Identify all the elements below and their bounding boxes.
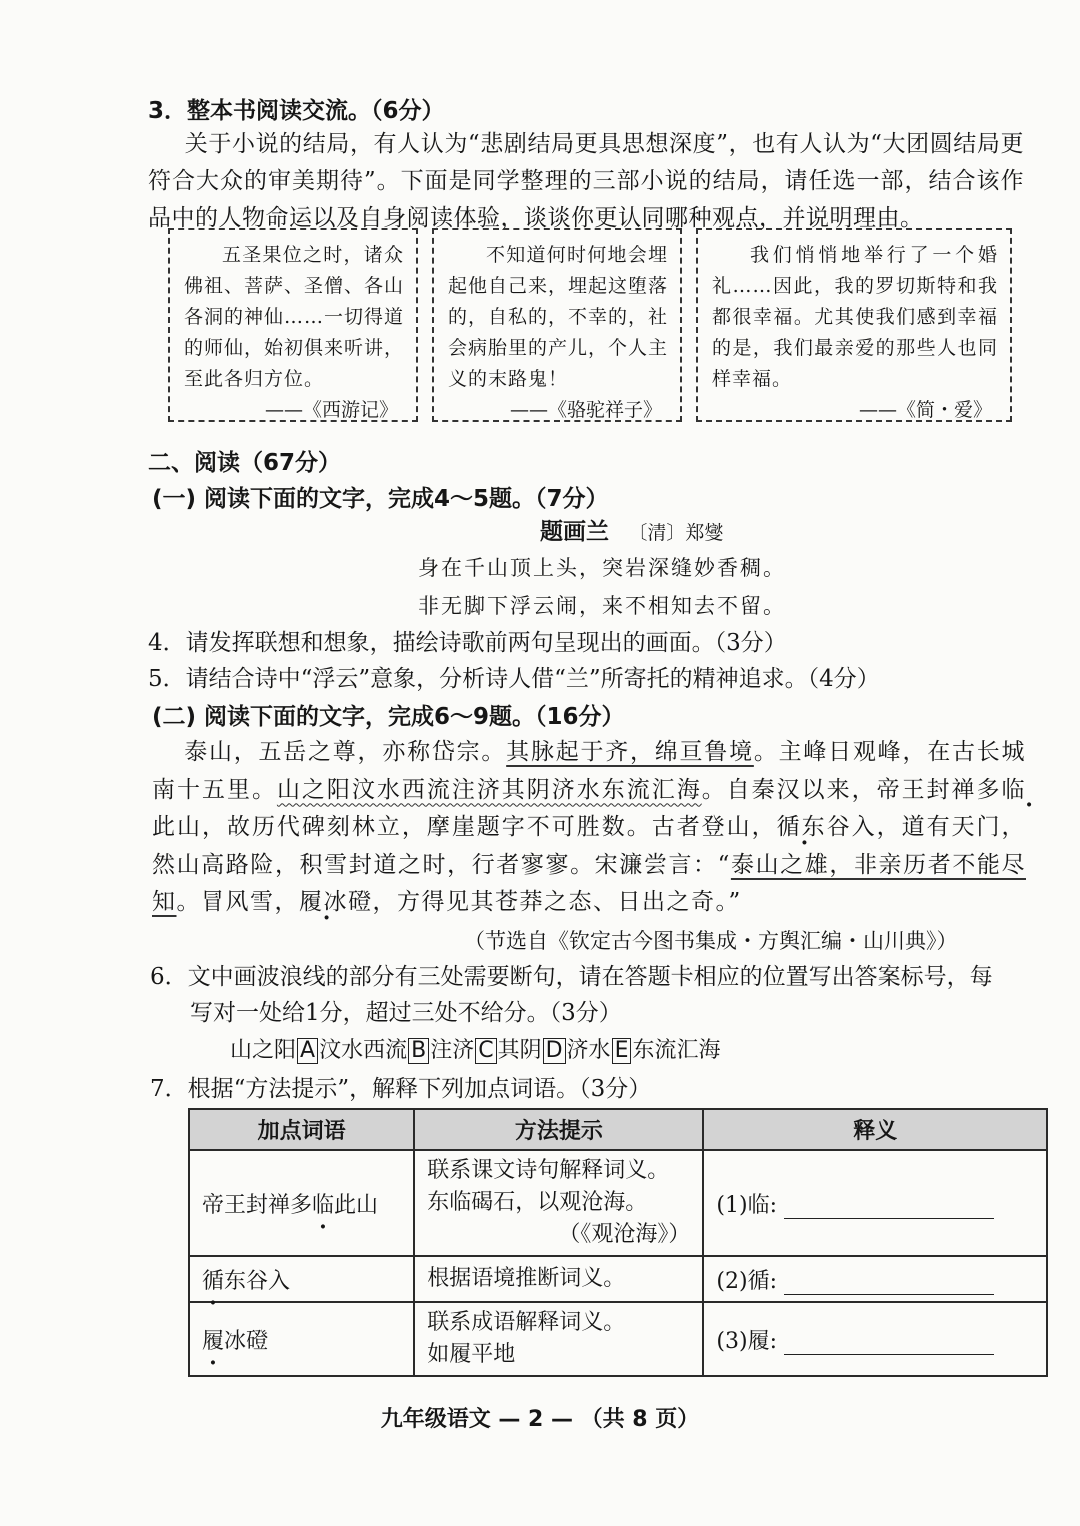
passage-text: 冰磴，方得见其苍莽之态、日出之奇。” xyxy=(323,889,742,915)
ending-quotes xyxy=(168,228,1014,430)
quote-source: ——《骆驼祥子》 xyxy=(509,399,662,421)
quote-box-xiyouji xyxy=(168,228,418,422)
passage-text: 此山，故历代碑刻林立，摩崖题字不可胜数。古者登山， xyxy=(152,814,777,840)
table-row xyxy=(189,1302,1047,1376)
poem-line-2: 非无脚下浮云闹，来不相知去不留。 xyxy=(418,594,786,618)
passage-source: （节选自《钦定古今图书集成・方舆汇编・山川典》） xyxy=(464,929,958,953)
hint-cell: 根据语境推断词义。 xyxy=(414,1256,703,1302)
q6-line-2: 写对一处给1分，超过三处不给分。（3分） xyxy=(190,1000,622,1026)
break-mark-d: D xyxy=(543,1038,566,1064)
seq-text: 济水 xyxy=(566,1038,611,1063)
word-cell: 循东谷入 xyxy=(189,1256,414,1302)
table-header: 释义 xyxy=(703,1109,1047,1150)
seq-text: 东流汇海 xyxy=(632,1038,721,1063)
q5: 5．请结合诗中“浮云”意象，分析诗人借“兰”所寄托的精神追求。（4分） xyxy=(148,666,880,692)
passage-text: 。主峰日观峰，在古长城南十五里。 xyxy=(152,739,1027,803)
answer-blank[interactable] xyxy=(784,1332,994,1355)
answer-cell: (1)临: xyxy=(703,1150,1047,1256)
quote-source: ——《简・爱》 xyxy=(858,399,992,421)
taishan-passage xyxy=(152,734,1026,922)
poem-heading xyxy=(540,517,723,548)
q4: 4．请发挥联想和想象，描绘诗歌前两句呈现出的画面。（3分） xyxy=(148,630,787,656)
answer-blank[interactable] xyxy=(784,1196,994,1219)
quote-text: 五圣果位之时，诸众佛祖、菩萨、圣僧、各山各洞的神仙……一切得道的师仙，始初俱来听讲，至此各归方位。 xyxy=(184,244,405,390)
q6-sequence xyxy=(230,1036,720,1066)
seq-text: 其阴 xyxy=(497,1038,542,1063)
table-header: 方法提示 xyxy=(414,1109,703,1150)
answer-cell: (2)循: xyxy=(703,1256,1047,1302)
underlined-phrase: 其脉起于齐，绵亘鲁境 xyxy=(506,739,754,765)
seq-text: 注济 xyxy=(430,1038,475,1063)
dotted-word: 临 xyxy=(1001,776,1027,803)
break-mark-c: C xyxy=(475,1038,496,1064)
dotted-word: 循 xyxy=(202,1268,225,1294)
quote-box-jianai xyxy=(696,228,1012,422)
table-header-row xyxy=(189,1109,1047,1150)
passage-text: 东谷入，道有天门，然山高路险，积雪封道之时，行者寥寥。宋濂尝言：“ xyxy=(152,814,1027,878)
underlined-phrase: 泰山之雄，非亲历者不能尽知 xyxy=(152,851,1026,915)
dotted-word: 履 xyxy=(202,1328,225,1354)
break-mark-e: E xyxy=(612,1038,632,1064)
wavy-underlined-phrase: 山之阳汶水西流注济其阴济水东流汇海 xyxy=(276,776,702,803)
passage-text: 。冒风雪， xyxy=(176,889,299,915)
seq-text: 汶水西流 xyxy=(319,1038,408,1063)
q7-title: 7．根据“方法提示”，解释下列加点词语。（3分） xyxy=(150,1076,652,1102)
page-footer: 九年级语文 — 2 — （共 8 页） xyxy=(380,1407,700,1432)
seq-text: 山之阳 xyxy=(230,1038,297,1063)
passage-text: 泰山，五岳之尊，亦称岱宗。 xyxy=(184,739,507,765)
break-mark-b: B xyxy=(408,1038,429,1064)
section-title: 二、阅读（67分） xyxy=(148,450,342,476)
part2-title: (二) 阅读下面的文字，完成6～9题。（16分） xyxy=(152,704,625,730)
q3-body: 关于小说的结局，有人认为“悲剧结局更具思想深度”，也有人认为“大团圆结局更符合大众的审美期待”。下面是同学整理的三部小说的结局，请任选一部，结合该作品中的人物命运以及自身阅读体验，谈谈你更认同哪种观点，并说明理由。 xyxy=(148,131,1024,231)
answer-cell: (3)履: xyxy=(703,1302,1047,1376)
hint-cell: 联系成语解释词义。 如履平地 xyxy=(414,1302,703,1376)
word-cell: 帝王封禅多临此山 xyxy=(189,1150,414,1256)
quote-text: 我们悄悄地举行了一个婚礼……因此，我的罗切斯特和我都很幸福。尤其使我们感到幸福的是，我们最亲爱的那些人也同样幸福。 xyxy=(712,244,998,390)
poem-author: 〔清〕郑燮 xyxy=(628,522,724,544)
table-row xyxy=(189,1150,1047,1256)
answer-blank[interactable] xyxy=(784,1272,994,1295)
quote-text: 不知道何时何地会埋起他自己来，埋起这堕落的，自私的，不幸的，社会病胎里的产儿，个人主义的末路鬼！ xyxy=(448,244,669,390)
table-header: 加点词语 xyxy=(189,1109,414,1150)
quote-source: ——《西游记》 xyxy=(264,399,398,421)
hint-cell: 联系课文诗句解释词义。 东临碣石，以观沧海。 （《观沧海》） xyxy=(414,1150,703,1256)
q6-line-1: 6．文中画波浪线的部分有三处需要断句，请在答题卡相应的位置写出答案标号，每 xyxy=(150,964,993,990)
poem-title: 题画兰 xyxy=(540,519,609,545)
q7-table xyxy=(188,1108,1048,1377)
poem-line-1: 身在千山顶上头，突岩深缝妙香稠。 xyxy=(418,556,786,580)
word-cell: 履冰磴 xyxy=(189,1302,414,1376)
break-mark-a: A xyxy=(297,1038,318,1064)
passage-text: 。自秦汉以来，帝王封禅多 xyxy=(701,776,1002,803)
dotted-word: 循 xyxy=(776,814,802,840)
dotted-word: 履 xyxy=(299,889,324,915)
quote-box-luotuoxiangzi xyxy=(432,228,682,422)
dotted-word: 临 xyxy=(312,1192,335,1218)
part1-title: (一) 阅读下面的文字，完成4～5题。（7分） xyxy=(152,486,609,512)
q3-title: 3．整本书阅读交流。（6分） xyxy=(148,98,445,124)
table-row xyxy=(189,1256,1047,1302)
